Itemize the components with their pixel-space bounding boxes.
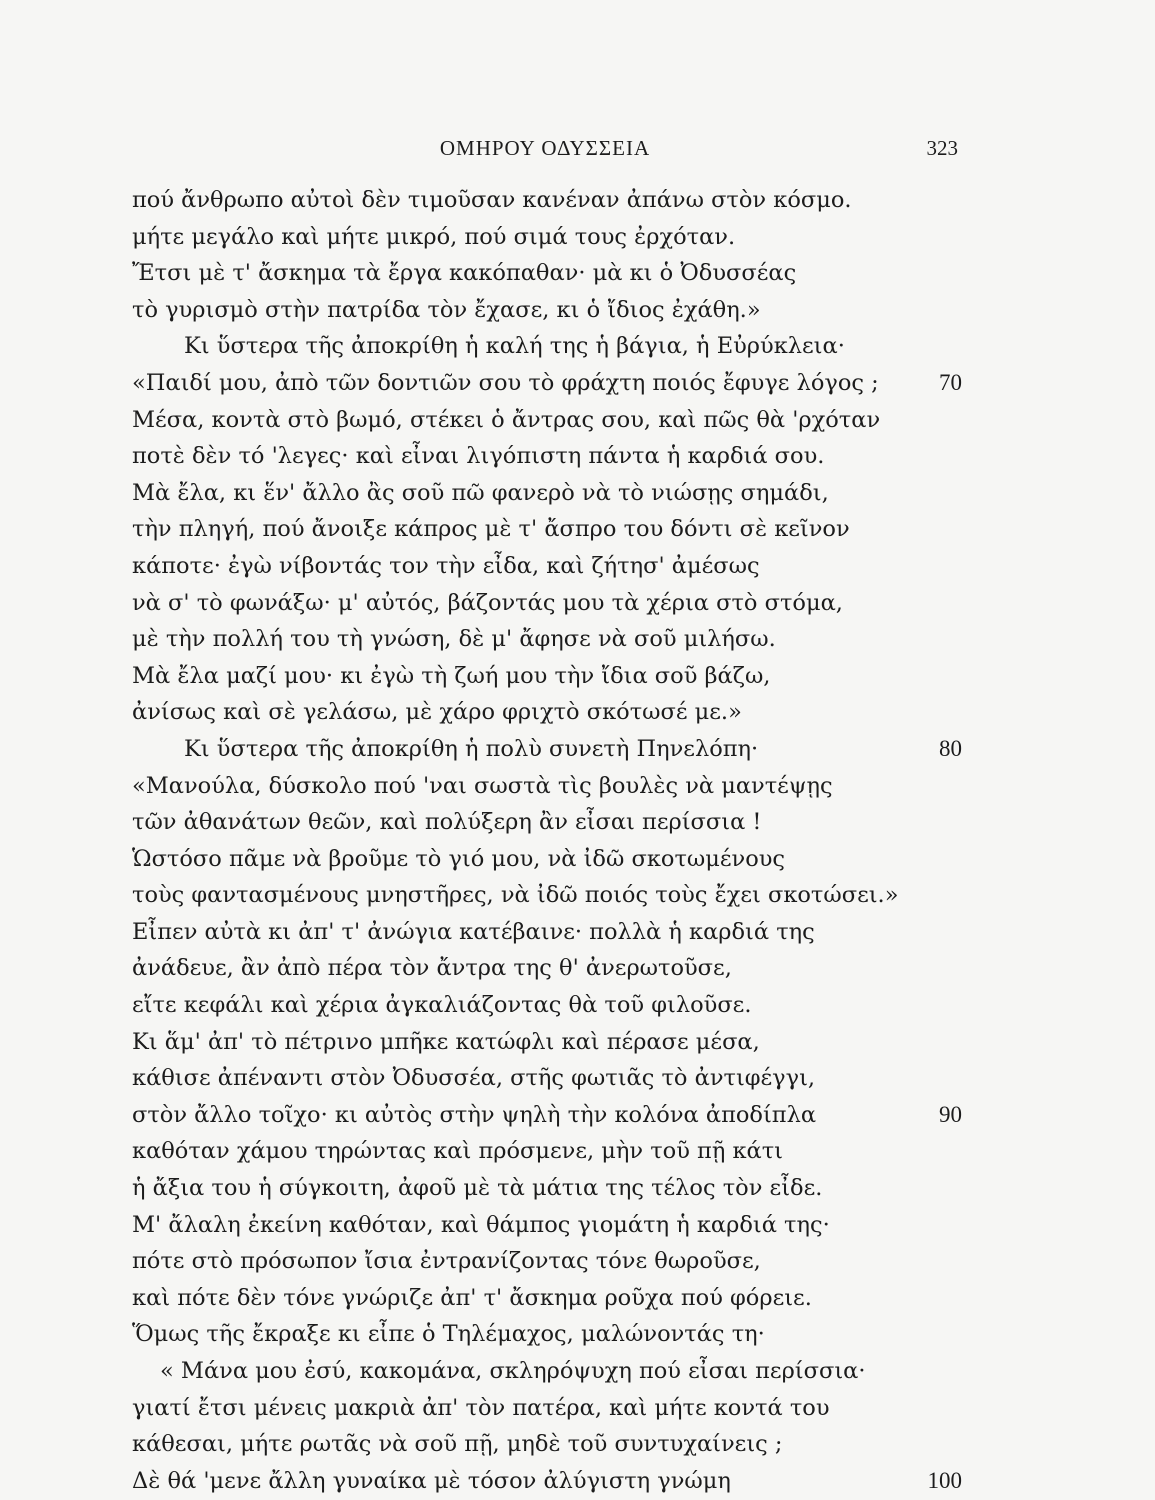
verse-line <box>132 475 962 512</box>
verse-line <box>132 1207 962 1244</box>
verse-text: ἀνάδευε, ἂν ἀπὸ πέρα τὸν ἄντρα της θ' ἀνερωτοῦσε, <box>132 955 732 982</box>
verse-text: « Μάνα μου ἐσύ, κακομάνα, σκληρόψυχη πού εἶσαι περίσσια· <box>160 1358 866 1384</box>
verse-text: Κι ἅμ' ἀπ' τὸ πέτρινο μπῆκε κατώφλι καὶ πέρασε μέσα, <box>132 1028 760 1055</box>
verse-line <box>132 1390 962 1427</box>
verse-text: νὰ σ' τὸ φωνάξω· μ' αὐτός, βάζοντάς μου τὰ χέρια στὸ στόμα, <box>132 589 843 616</box>
verse-block <box>132 182 962 1499</box>
verse-text: «Παιδί μου, ἀπὸ τῶν δοντιῶν σου τὸ φράχτη ποιός ἔφυγε λόγος ; <box>132 369 879 396</box>
verse-line <box>132 658 962 695</box>
verse-text: μήτε μεγάλο καὶ μήτε μικρό, πού σιμά τους ἐρχόταν. <box>132 223 736 250</box>
verse-line <box>132 511 962 548</box>
verse-text: Μὰ ἔλα μαζί μου· κι ἐγὼ τὴ ζωή μου τὴν ἴδια σοῦ βάζω, <box>132 662 771 689</box>
verse-line <box>132 1316 962 1353</box>
verse-text: πού ἄνθρωπο αὐτοὶ δὲν τιμοῦσαν κανέναν ἀπάνω στὸν κόσμο. <box>132 187 852 213</box>
verse-text: κάθεσαι, μήτε ρωτᾶς νὰ σοῦ πῇ, μηδὲ τοῦ συντυχαίνεις ; <box>132 1431 783 1458</box>
verse-text: Ὅμως τῆς ἔκραξε κι εἶπε ὁ Τηλέμαχος, μαλώνοντάς τη· <box>132 1321 765 1348</box>
verse-line <box>132 768 962 805</box>
verse-text: τῶν ἀθανάτων θεῶν, καὶ πολύξερη ἂν εἶσαι περίσσια ! <box>132 809 762 836</box>
page-header <box>132 136 958 166</box>
verse-text: κάποτε· ἐγὼ νίβοντάς τον τὴν εἶδα, καὶ ζήτησ' ἀμέσως <box>132 552 760 579</box>
page-number: 323 <box>926 136 958 160</box>
verse-line <box>132 182 962 219</box>
verse-text: τοὺς φαντασμένους μνηστῆρες, νὰ ἰδῶ ποιός τοὺς ἔχει σκοτώσει.» <box>132 882 899 909</box>
verse-line <box>132 1280 962 1317</box>
verse-text: «Μανούλα, δύσκολο πού 'ναι σωστὰ τὶς βουλὲς νὰ μαντέψῃς <box>132 772 833 799</box>
verse-text: τὴν πληγή, πού ἄνοιξε κάπρος μὲ τ' ἄσπρο του δόντι σὲ κεῖνον <box>132 516 850 543</box>
line-number: 70 <box>939 369 962 395</box>
verse-line <box>132 804 962 841</box>
verse-line <box>132 1463 962 1500</box>
verse-line <box>132 402 962 439</box>
verse-line <box>132 219 962 256</box>
line-number: 90 <box>939 1101 962 1127</box>
verse-line <box>132 1060 962 1097</box>
verse-line <box>132 841 962 878</box>
verse-line <box>132 1353 962 1390</box>
line-number: 100 <box>927 1467 962 1493</box>
verse-line <box>132 548 962 585</box>
verse-text: Ὡστόσο πᾶμε νὰ βροῦμε τὸ γιό μου, νὰ ἰδῶ σκοτωμένους <box>132 845 786 872</box>
verse-text: μὲ τὴν πολλή του τὴ γνώση, δὲ μ' ἄφησε νὰ σοῦ μιλήσω. <box>132 626 776 653</box>
verse-line <box>132 987 962 1024</box>
verse-text: Κι ὕστερα τῆς ἀποκρίθη ἡ πολὺ συνετὴ Πηνελόπη· <box>184 735 759 762</box>
running-title: ΟΜΗΡΟΥ ΟΔΥΣΣΕΙΑ <box>439 136 651 160</box>
verse-text: ἀνίσως καὶ σὲ γελάσω, μὲ χάρο φριχτὸ σκότωσέ με.» <box>132 699 742 726</box>
verse-line <box>132 877 962 914</box>
verse-text: κάθισε ἀπέναντι στὸν Ὀδυσσέα, στῆς φωτιᾶς τὸ ἀντιφέγγι, <box>132 1065 816 1092</box>
verse-line <box>132 1024 962 1061</box>
verse-line <box>132 694 962 731</box>
verse-line <box>132 1133 962 1170</box>
verse-line <box>132 914 962 951</box>
verse-line <box>132 1097 962 1134</box>
verse-text: Ἔτσι μὲ τ' ἄσκημα τὰ ἔργα κακόπαθαν· μὰ κι ὁ Ὀδυσσέας <box>132 260 797 287</box>
verse-line <box>132 255 962 292</box>
verse-text: καὶ πότε δὲν τόνε γνώριζε ἀπ' τ' ἄσκημα ροῦχα πού φόρειε. <box>132 1284 812 1311</box>
verse-line <box>132 731 962 768</box>
verse-text: Μέσα, κοντὰ στὸ βωμό, στέκει ὁ ἄντρας σου, καὶ πῶς θὰ 'ρχόταν <box>132 406 881 433</box>
verse-text: Δὲ θά 'μενε ἄλλη γυναίκα μὲ τόσον ἀλύγιστη γνώμη <box>132 1467 731 1494</box>
verse-line <box>132 328 962 365</box>
verse-text: Μ' ἄλαλη ἐκείνη καθόταν, καὶ θάμπος γιομάτη ἡ καρδιά της· <box>132 1211 830 1238</box>
verse-text: πότε στὸ πρόσωπον ἴσια ἐντρανίζοντας τόνε θωροῦσε, <box>132 1248 761 1275</box>
verse-line <box>132 1243 962 1280</box>
verse-text: Εἶπεν αὐτὰ κι ἀπ' τ' ἀνώγια κατέβαινε· πολλὰ ἡ καρδιά της <box>132 918 815 945</box>
verse-line <box>132 1170 962 1207</box>
line-number: 80 <box>939 735 962 761</box>
verse-line <box>132 365 962 402</box>
verse-text: ποτὲ δὲν τό 'λεγες· καὶ εἶναι λιγόπιστη πάντα ἡ καρδιά σου. <box>132 443 825 470</box>
verse-line <box>132 585 962 622</box>
verse-line <box>132 621 962 658</box>
verse-text: Κι ὕστερα τῆς ἀποκρίθη ἡ καλή της ἡ βάγια, ἡ Εὐρύκλεια· <box>184 333 845 360</box>
verse-text: στὸν ἄλλο τοῖχο· κι αὐτὸς στὴν ψηλὴ τὴν κολόνα ἀποδίπλα <box>132 1101 817 1128</box>
verse-text: ἡ ἄξια του ἡ σύγκοιτη, ἀφοῦ μὲ τὰ μάτια της τέλος τὸν εἶδε. <box>132 1175 823 1202</box>
verse-text: τὸ γυρισμὸ στὴν πατρίδα τὸν ἔχασε, κι ὁ ἴδιος ἐχάθη.» <box>132 296 761 323</box>
verse-text: εἴτε κεφάλι καὶ χέρια ἀγκαλιάζοντας θὰ τοῦ φιλοῦσε. <box>132 992 752 1019</box>
verse-text: γιατί ἔτσι μένεις μακριὰ ἀπ' τὸν πατέρα, καὶ μήτε κοντά του <box>132 1394 830 1421</box>
verse-line <box>132 1426 962 1463</box>
verse-text: Μὰ ἔλα, κι ἕν' ἄλλο ἂς σοῦ πῶ φανερὸ νὰ τὸ νιώσῃς σημάδι, <box>132 479 829 506</box>
verse-line <box>132 950 962 987</box>
verse-line <box>132 292 962 329</box>
verse-line <box>132 438 962 475</box>
verse-text: καθόταν χάμου τηρώντας καὶ πρόσμενε, μὴν τοῦ πῇ κάτι <box>132 1138 783 1165</box>
